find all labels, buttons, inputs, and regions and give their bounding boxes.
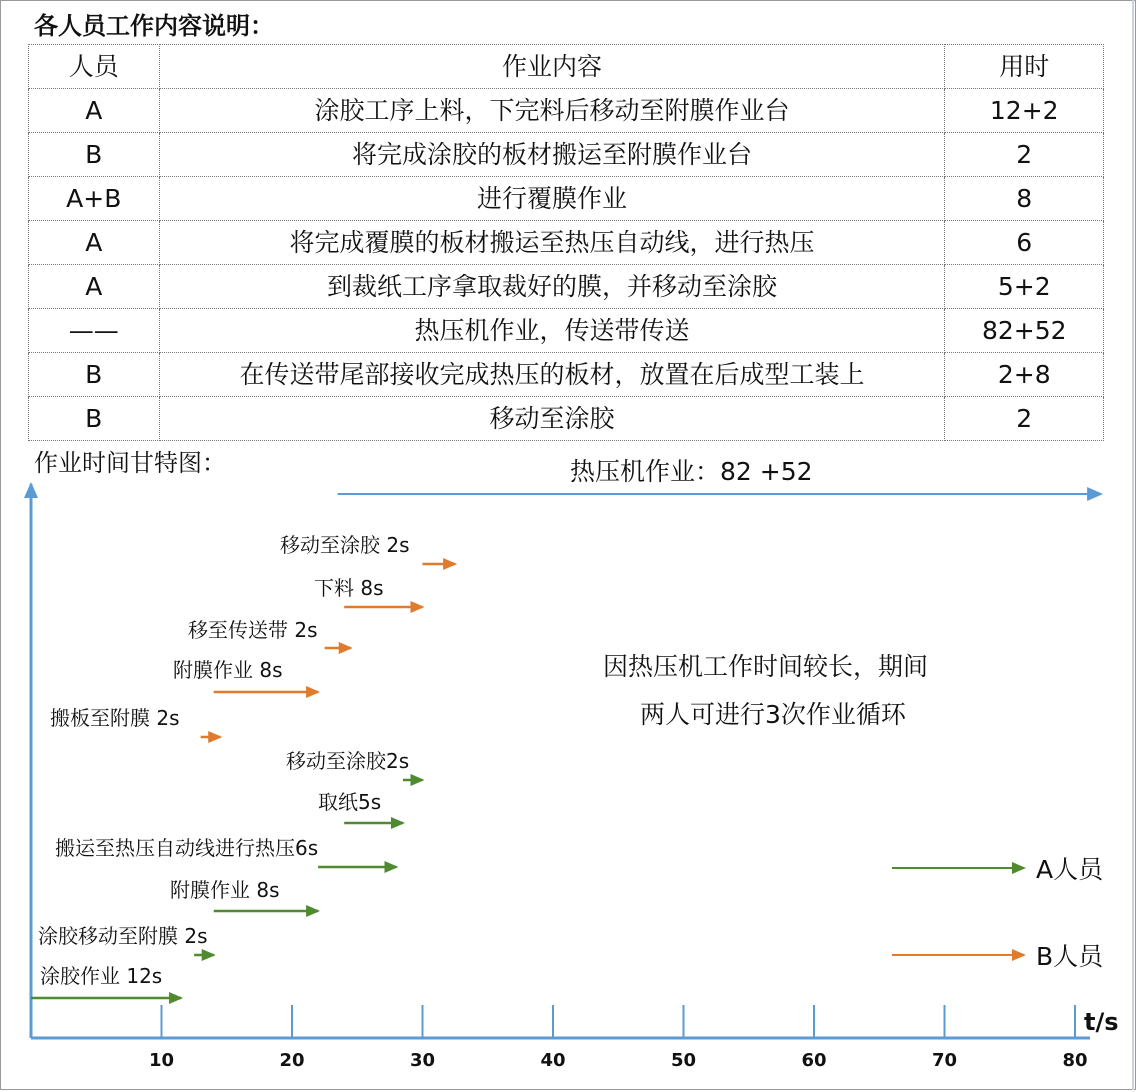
cell-task: 在传送带尾部接收完成热压的板材，放置在后成型工装上: [159, 353, 945, 397]
x-tick-label: 40: [540, 1050, 566, 1071]
cell-person: A: [29, 221, 160, 265]
cell-person: A: [29, 89, 160, 133]
x-tick-label: 30: [409, 1050, 436, 1071]
task-label: 涂胶移动至附膜 2s: [38, 924, 208, 948]
section-title: 各人员工作内容说明：: [34, 12, 274, 40]
task-label: 移至传送带 2s: [188, 618, 318, 642]
header-task: 作业内容: [159, 45, 945, 89]
cell-person: A+B: [29, 177, 160, 221]
cell-person: B: [29, 353, 160, 397]
task-label: 移动至涂胶 2s: [280, 533, 410, 557]
cell-person: B: [29, 133, 160, 177]
header-person: 人员: [29, 45, 160, 89]
legend-a-label: A人员: [1036, 855, 1104, 884]
task-label: 取纸5s: [318, 790, 382, 814]
cell-person: B: [29, 397, 160, 441]
cell-time: 5+2: [945, 265, 1104, 309]
cell-time: 6: [945, 221, 1104, 265]
cell-task: 到裁纸工序拿取裁好的膜，并移动至涂胶: [159, 265, 945, 309]
task-arrows: [31, 533, 455, 998]
cell-task: 热压机作业，传送带传送: [159, 309, 945, 353]
task-label: 搬运至热压自动线进行热压6s: [55, 836, 319, 860]
note-line-2: 两人可进行3次作业循环: [640, 700, 906, 729]
task-label: 移动至涂胶2s: [286, 749, 410, 773]
cell-task: 移动至涂胶: [159, 397, 945, 441]
cell-task: 将完成涂胶的板材搬运至附膜作业台: [159, 133, 945, 177]
cell-time: 82+52: [945, 309, 1104, 353]
x-axis-label: t/s: [1084, 1008, 1119, 1036]
cell-time: 8: [945, 177, 1104, 221]
x-tick-label: 60: [801, 1050, 827, 1071]
cell-time: 2: [945, 397, 1104, 441]
x-tick-label: 70: [931, 1050, 958, 1071]
x-tick-label: 80: [1062, 1050, 1088, 1071]
legend-b-label: B人员: [1036, 942, 1104, 971]
cell-task: 将完成覆膜的板材搬运至热压自动线，进行热压: [159, 221, 945, 265]
cell-task: 进行覆膜作业: [159, 177, 945, 221]
task-label: 涂胶作业 12s: [40, 964, 163, 988]
press-label: 热压机作业：82 +52: [570, 457, 813, 486]
cell-person: ——: [29, 309, 160, 353]
cell-time: 2+8: [945, 353, 1104, 397]
task-label: 附膜作业 8s: [173, 658, 283, 682]
cell-time: 12+2: [945, 89, 1104, 133]
task-label: 附膜作业 8s: [170, 878, 280, 902]
cell-person: A: [29, 265, 160, 309]
cell-time: 2: [945, 133, 1104, 177]
task-label: 下料 8s: [314, 576, 384, 600]
task-label: 搬板至附膜 2s: [50, 706, 180, 730]
note-line-1: 因热压机工作时间较长，期间: [603, 652, 929, 681]
gantt-title: 作业时间甘特图：: [34, 449, 226, 477]
x-tick-label: 20: [279, 1050, 305, 1071]
x-tick-label: 50: [670, 1050, 697, 1071]
x-tick-label: 10: [148, 1050, 175, 1071]
cell-task: 涂胶工序上料，下完料后移动至附膜作业台: [159, 89, 945, 133]
header-time: 用时: [945, 45, 1104, 89]
